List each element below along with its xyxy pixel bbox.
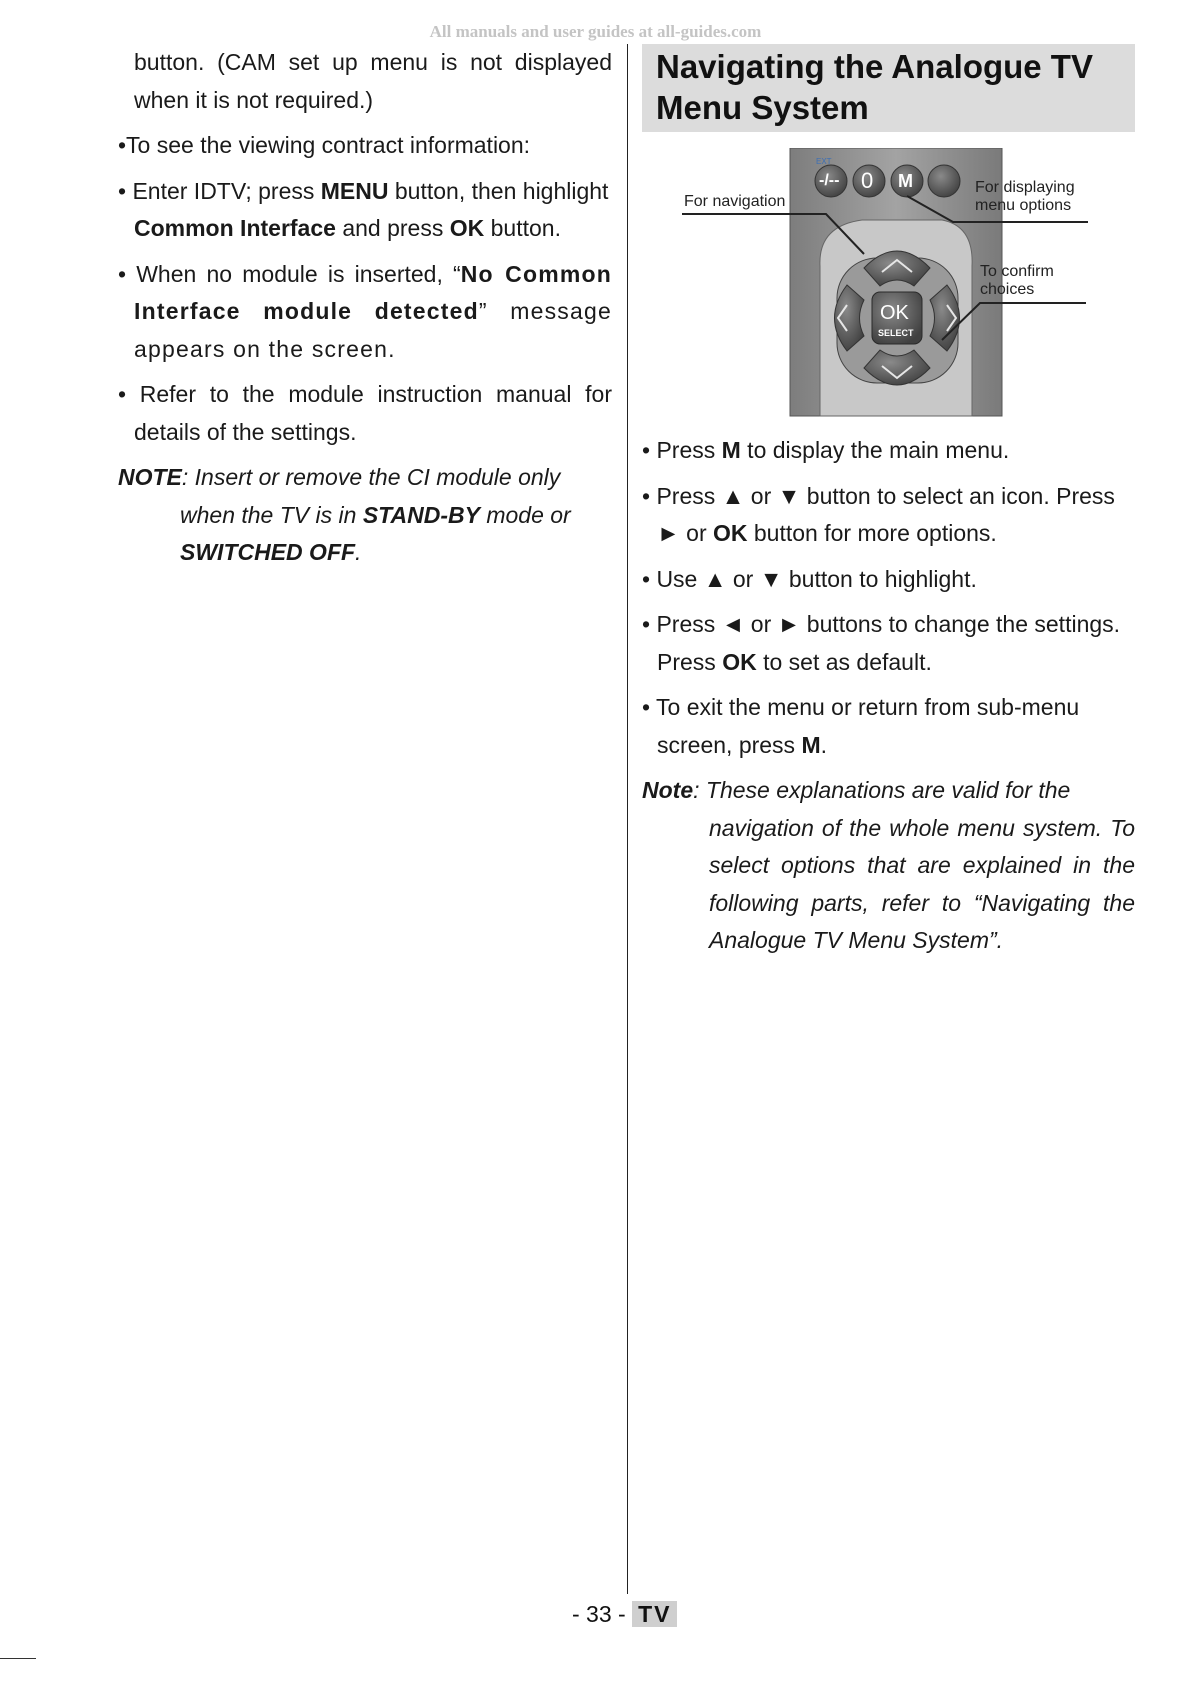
ok-button-label: OK <box>880 302 909 324</box>
bullet-press-m <box>642 432 1135 470</box>
text: button for more options. <box>747 520 997 546</box>
bullet-highlight: • Use ▲ or ▼ button to highlight. <box>642 565 977 592</box>
text: button, then highlight <box>388 177 609 204</box>
text: • Press ▲ or ▼ button to select an icon. Press <box>642 482 1115 509</box>
left-paragraph-contract: •To see the viewing contract information: <box>118 132 531 158</box>
text: ” message appears on the screen. <box>134 298 612 362</box>
note-label: Note <box>642 777 694 803</box>
watermark: All manuals and user guides at all-guides.com <box>429 22 762 41</box>
remote-control-figure <box>642 148 1135 420</box>
text: • Press ◄ or ► buttons to change the settings. <box>642 611 1121 637</box>
note-continuation: navigation of the whole menu system. To select options that are explained in the following parts, refer to “Navigating the Analogue TV Menu System”. <box>709 814 1135 953</box>
text: • When no module is inserted, “ <box>118 260 461 287</box>
note-continuation <box>118 497 612 572</box>
text: to display the main menu. <box>740 437 1010 463</box>
text: mode or <box>479 501 571 528</box>
text: : These explanations are valid for the <box>693 777 1071 803</box>
text: . <box>820 731 828 758</box>
text: . <box>355 539 362 565</box>
menu-keyword: MENU <box>320 177 389 204</box>
tv-section-badge: TV <box>632 1601 677 1627</box>
m-keyword: M <box>801 731 821 758</box>
ok-keyword: OK <box>722 648 757 675</box>
right-column <box>642 44 1135 960</box>
bullet-continuation <box>642 515 1135 553</box>
minus-button-label: -/-- <box>819 172 840 189</box>
text: • Enter IDTV; press <box>118 177 321 204</box>
right-note <box>642 772 1135 960</box>
select-button-label: SELECT <box>878 328 914 338</box>
standby-keyword: STAND-BY <box>362 501 480 528</box>
common-interface-keyword: Common Interface <box>134 215 336 241</box>
bullet-change-settings <box>642 606 1135 681</box>
text: button. <box>484 215 561 241</box>
text: when the TV is in <box>180 501 363 528</box>
section-heading: Navigating the Analogue TV Menu System <box>642 44 1135 132</box>
text: • Press <box>642 437 722 463</box>
bullet-exit-menu <box>642 689 1135 764</box>
left-paragraph-cam: button. (CAM set up menu is not displayed when it is not required.) <box>134 49 612 113</box>
confirm-label: To confirm choices <box>980 263 1054 298</box>
note-label: NOTE <box>118 464 182 490</box>
bullet-continuation <box>642 727 1135 765</box>
page-number-text: - 33 - <box>572 1601 633 1627</box>
bullet-continuation <box>642 644 1135 682</box>
text: ► or <box>657 520 713 546</box>
ext-label: EXT <box>816 157 832 166</box>
blank-button-icon <box>928 165 960 197</box>
left-column <box>118 44 612 572</box>
text: screen, press <box>657 731 802 758</box>
text: Press <box>657 648 723 675</box>
bullet-select-icon <box>642 478 1135 553</box>
text: to set as default. <box>756 648 932 675</box>
navigation-label: For navigation <box>684 193 786 210</box>
menu-options-label: For displaying menu options <box>975 179 1075 214</box>
switched-off-keyword: SWITCHED OFF <box>180 539 356 565</box>
text: and press <box>335 215 450 241</box>
no-module-message: No Common Interface module detected <box>134 260 612 324</box>
left-paragraph-enter-idtv <box>118 173 612 248</box>
m-button-label: M <box>898 171 913 191</box>
m-keyword: M <box>721 437 741 463</box>
left-paragraph-refer: • Refer to the module instruction manual for details of the settings. <box>118 381 612 445</box>
page-number <box>572 1601 677 1628</box>
ok-keyword: OK <box>449 215 485 241</box>
column-divider <box>627 44 628 1594</box>
ok-keyword: OK <box>713 520 748 546</box>
text: • To exit the menu or return from sub-menu <box>642 694 1080 720</box>
left-note <box>118 459 612 572</box>
crop-mark <box>0 1658 36 1659</box>
left-paragraph-no-module <box>118 256 612 369</box>
zero-button-label: 0 <box>861 168 874 193</box>
text: : Insert or remove the CI module only <box>181 464 561 490</box>
